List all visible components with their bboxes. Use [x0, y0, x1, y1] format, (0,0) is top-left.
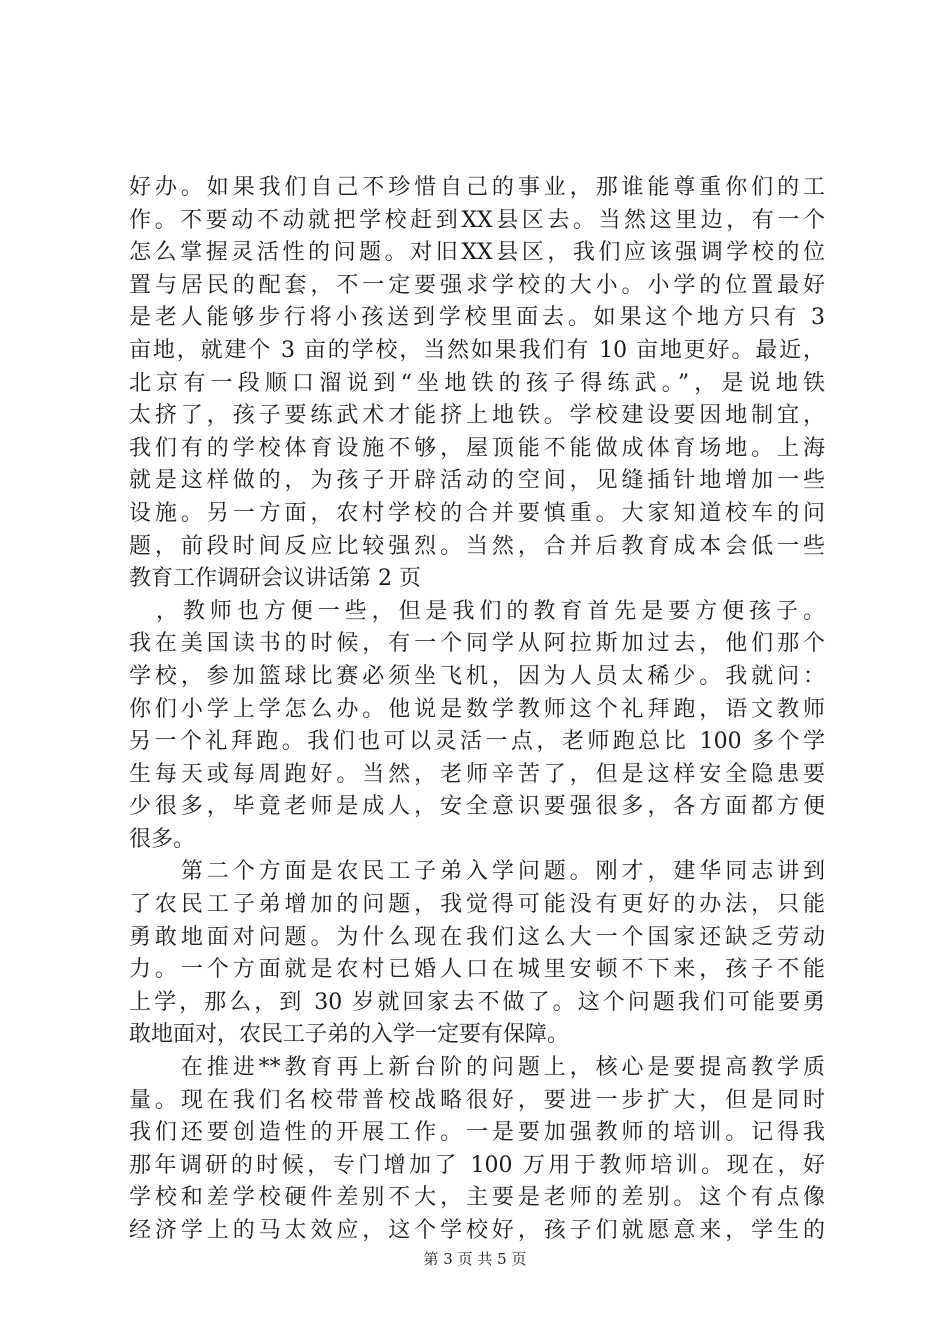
text-line: 教育工作调研会议讲话第 2 页	[129, 566, 421, 592]
text-line: 我在美国读书的时候，有一个同学从阿拉斯加过去，他们那个	[129, 631, 825, 657]
text-line: 生每天或每周跑好。当然，老师辛苦了，但是这样安全隐患要	[129, 761, 825, 787]
text-line: 第二个方面是农民工子弟入学问题。刚才，建华同志讲到	[129, 859, 825, 885]
document-body	[129, 172, 825, 1248]
text-line: 勇敢地面对问题。为什么现在我们这么大一个国家还缺乏劳动	[129, 924, 825, 950]
text-line: 题，前段时间反应比较强烈。当然，合并后教育成本会低一些	[129, 533, 825, 559]
text-line: 少很多，毕竟老师是成人，安全意识要强很多，各方面都方便	[129, 794, 825, 820]
text-line: 是老人能够步行将小孩送到学校里面去。如果这个地方只有 3	[129, 305, 825, 331]
text-line: 作。不要动不动就把学校赶到XX县区去。当然这里边，有一个	[129, 207, 825, 233]
text-line: 设施。另一方面，农村学校的合并要慎重。大家知道校车的问	[129, 500, 825, 526]
text-line: 很多。	[129, 826, 196, 852]
text-line: 学校和差学校硬件差别不大，主要是老师的差别。这个有点像	[129, 1185, 825, 1211]
text-line: 敢地面对，农民工子弟的入学一定要有保障。	[129, 1022, 570, 1048]
text-line: ，教师也方便一些，但是我们的教育首先是要方便孩子。	[129, 598, 825, 624]
text-line: 就是这样做的，为孩子开辟活动的空间，见缝插针地增加一些	[129, 468, 825, 494]
text-line: 我们有的学校体育设施不够，屋顶能不能做成体育场地。上海	[129, 435, 825, 461]
text-line: 太挤了，孩子要练武术才能挤上地铁。学校建设要因地制宜，	[129, 403, 825, 429]
text-line: 我们还要创造性的开展工作。一是要加强教师的培训。记得我	[129, 1120, 825, 1146]
text-line: 怎么掌握灵活性的问题。对旧XX县区，我们应该强调学校的位	[129, 240, 825, 266]
text-line: 你们小学上学怎么办。他说是数学教师这个礼拜跑，语文教师	[129, 696, 825, 722]
text-line: 那年调研的时候，专门增加了 100 万用于教师培训。现在，好	[129, 1152, 825, 1178]
text-line: 量。现在我们名校带普校战略很好，要进一步扩大，但是同时	[129, 1087, 825, 1113]
text-line: 上学，那么，到 30 岁就回家去不做了。这个问题我们可能要勇	[129, 989, 825, 1015]
text-line: 经济学上的马太效应，这个学校好，孩子们就愿意来，学生的	[129, 1218, 825, 1243]
text-line: 亩地，就建个 3 亩的学校，当然如果我们有 10 亩地更好。最近，	[129, 337, 825, 363]
text-line: 学校，参加篮球比赛必须坐飞机，因为人员太稀少。我就问：	[129, 663, 825, 689]
text-line: 北京有一段顺口溜说到“坐地铁的孩子得练武。”，是说地铁	[129, 370, 825, 396]
text-line: 了农民工子弟增加的问题，我觉得可能没有更好的办法，只能	[129, 892, 825, 918]
text-line: 力。一个方面就是农村已婚人口在城里安顿不下来，孩子不能	[129, 957, 825, 983]
text-line: 在推进**教育再上新台阶的问题上，核心是要提高教学质	[129, 1055, 825, 1081]
text-line: 另一个礼拜跑。我们也可以灵活一点，老师跑总比 100 多个学	[129, 729, 825, 755]
text-line: 置与居民的配套，不一定要强求学校的大小。小学的位置最好	[129, 272, 825, 298]
text-line: 好办。如果我们自己不珍惜自己的事业，那谁能尊重你们的工	[129, 175, 825, 200]
page-footer	[0, 1249, 950, 1269]
page-number: 第 3 页 共 5 页	[423, 1250, 527, 1268]
